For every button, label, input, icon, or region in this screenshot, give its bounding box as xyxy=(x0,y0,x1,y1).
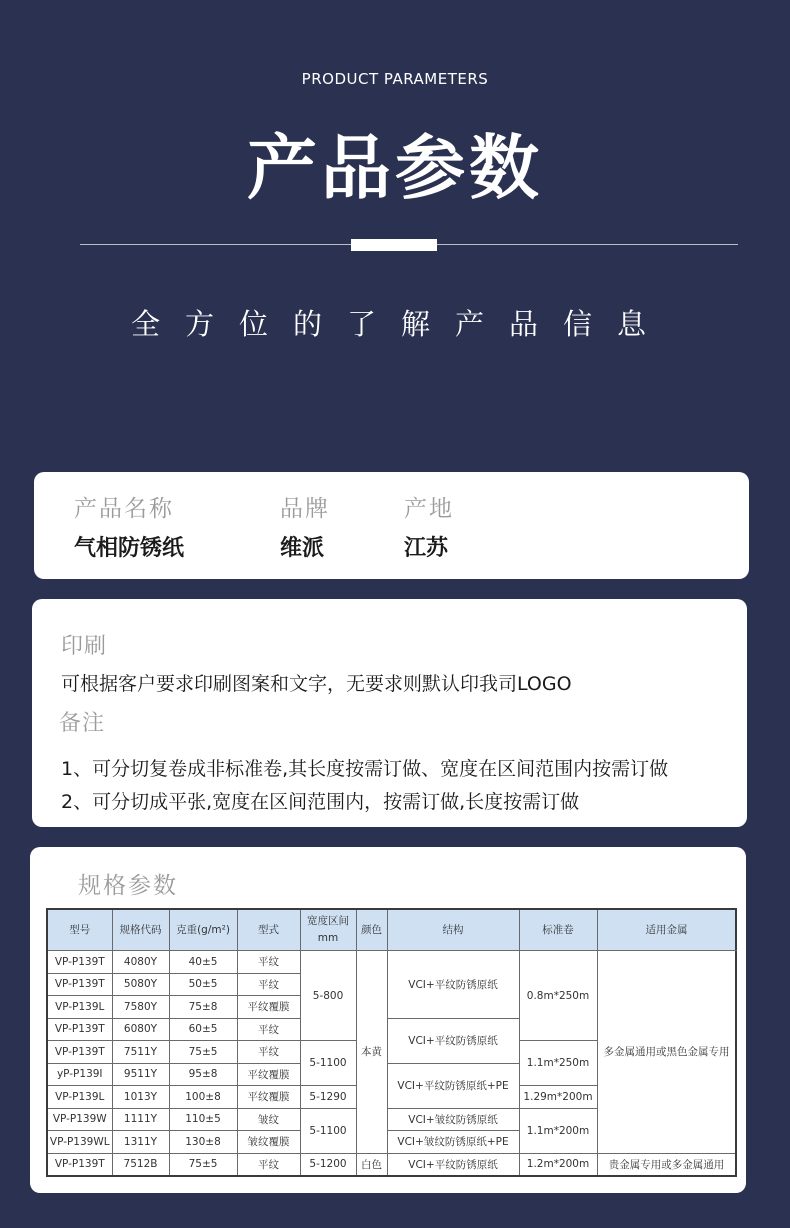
cell-model: VP-P139T xyxy=(47,951,112,974)
cell-style: 平纹覆膜 xyxy=(237,996,300,1019)
print-text: 可根据客户要求印刷图案和文字，无要求则默认印我司LOGO xyxy=(61,673,572,695)
cell-width: 5-800 xyxy=(300,951,356,1041)
divider-accent xyxy=(351,239,437,251)
cell-style: 平纹 xyxy=(237,1041,300,1064)
header-code: 规格代码 xyxy=(112,909,169,951)
cell-weight: 50±5 xyxy=(169,973,237,996)
cell-style: 平纹 xyxy=(237,1018,300,1041)
cell-style: 皱纹覆膜 xyxy=(237,1131,300,1154)
cell-style: 平纹覆膜 xyxy=(237,1086,300,1109)
cell-weight: 75±5 xyxy=(169,1153,237,1176)
print-label: 印刷 xyxy=(61,634,108,659)
header-model: 型号 xyxy=(47,909,112,951)
header-width: 宽度区间mm xyxy=(300,909,356,951)
cell-structure: VCI+平纹防锈原纸+PE xyxy=(387,1063,519,1108)
cell-structure: VCI+皱纹防锈原纸 xyxy=(387,1108,519,1131)
cell-code: 1111Y xyxy=(112,1108,169,1131)
product-info-card xyxy=(34,472,749,579)
cell-weight: 95±8 xyxy=(169,1063,237,1086)
cell-structure: VCI+平纹防锈原纸 xyxy=(387,1018,519,1063)
cell-color: 白色 xyxy=(356,1153,387,1176)
cell-code: 7511Y xyxy=(112,1041,169,1064)
cell-metal: 多金属通用或黑色金属专用 xyxy=(597,951,736,1154)
cell-roll: 1.2m*200m xyxy=(519,1153,597,1176)
cell-model: VP-P139L xyxy=(47,996,112,1019)
cell-weight: 130±8 xyxy=(169,1131,237,1154)
product-name-value: 气相防锈纸 xyxy=(74,536,185,561)
table-row xyxy=(47,951,736,974)
cell-model: VP-P139L xyxy=(47,1086,112,1109)
subtitle-en: PRODUCT PARAMETERS xyxy=(301,70,489,88)
page-title: 产品参数 xyxy=(247,127,543,209)
cell-roll: 1.29m*200m xyxy=(519,1086,597,1109)
cell-code: 9511Y xyxy=(112,1063,169,1086)
cell-roll: 1.1m*200m xyxy=(519,1108,597,1153)
cell-roll: 0.8m*250m xyxy=(519,951,597,1041)
cell-code: 5080Y xyxy=(112,973,169,996)
cell-structure: VCI+皱纹防锈原纸+PE xyxy=(387,1131,519,1154)
spec-card xyxy=(30,847,746,1193)
product-name-field xyxy=(74,490,184,562)
cell-style: 平纹覆膜 xyxy=(237,1063,300,1086)
cell-model: yP-P139I xyxy=(47,1063,112,1086)
cell-weight: 75±5 xyxy=(169,1041,237,1064)
cell-color: 本黄 xyxy=(356,951,387,1154)
brand-field xyxy=(280,490,330,562)
spec-title: 规格参数 xyxy=(78,873,178,899)
brand-value: 维派 xyxy=(280,536,325,561)
cell-code: 4080Y xyxy=(112,951,169,974)
cell-roll: 1.1m*250m xyxy=(519,1041,597,1086)
cell-width: 5-1290 xyxy=(300,1086,356,1109)
remark-item-2: 2、可分切成平张,宽度在区间范围内，按需订做,长度按需订做 xyxy=(61,791,580,813)
remark-item-1: 1、可分切复卷成非标准卷,其长度按需订做、宽度在区间范围内按需订做 xyxy=(61,758,669,780)
cell-width: 5-1100 xyxy=(300,1041,356,1086)
cell-model: VP-P139WL xyxy=(47,1131,112,1154)
cell-code: 7512B xyxy=(112,1153,169,1176)
header-structure: 结构 xyxy=(387,909,519,951)
cell-style: 皱纹 xyxy=(237,1108,300,1131)
header-color: 颜色 xyxy=(356,909,387,951)
cell-weight: 40±5 xyxy=(169,951,237,974)
cell-model: VP-P139T xyxy=(47,1153,112,1176)
cell-style: 平纹 xyxy=(237,1153,300,1176)
notes-card xyxy=(32,599,747,827)
cell-model: VP-P139T xyxy=(47,1018,112,1041)
origin-field xyxy=(404,490,454,562)
spec-table xyxy=(46,908,737,1177)
header-roll: 标准卷 xyxy=(519,909,597,951)
tagline: 全方位的了解产品信息 xyxy=(130,307,671,341)
brand-label: 品牌 xyxy=(280,496,330,522)
cell-weight: 60±5 xyxy=(169,1018,237,1041)
cell-width: 5-1100 xyxy=(300,1108,356,1153)
cell-weight: 100±8 xyxy=(169,1086,237,1109)
cell-structure: VCI+平纹防锈原纸 xyxy=(387,951,519,1019)
origin-value: 江苏 xyxy=(404,536,449,561)
cell-model: VP-P139T xyxy=(47,1041,112,1064)
cell-metal: 贵金属专用或多金属通用 xyxy=(597,1153,736,1176)
product-name-label: 产品名称 xyxy=(74,496,174,522)
cell-style: 平纹 xyxy=(237,973,300,996)
origin-label: 产地 xyxy=(404,496,454,522)
cell-code: 6080Y xyxy=(112,1018,169,1041)
cell-code: 1311Y xyxy=(112,1131,169,1154)
remark-label: 备注 xyxy=(59,711,106,736)
cell-model: VP-P139T xyxy=(47,973,112,996)
cell-code: 1013Y xyxy=(112,1086,169,1109)
cell-width: 5-1200 xyxy=(300,1153,356,1176)
cell-code: 7580Y xyxy=(112,996,169,1019)
cell-model: VP-P139W xyxy=(47,1108,112,1131)
header-weight: 克重(g/m²) xyxy=(169,909,237,951)
cell-weight: 75±8 xyxy=(169,996,237,1019)
cell-weight: 110±5 xyxy=(169,1108,237,1131)
table-header-row xyxy=(47,909,736,951)
cell-structure: VCI+平纹防锈原纸 xyxy=(387,1153,519,1176)
table-row xyxy=(47,1153,736,1176)
cell-style: 平纹 xyxy=(237,951,300,974)
header-metal: 适用金属 xyxy=(597,909,736,951)
header-style: 型式 xyxy=(237,909,300,951)
